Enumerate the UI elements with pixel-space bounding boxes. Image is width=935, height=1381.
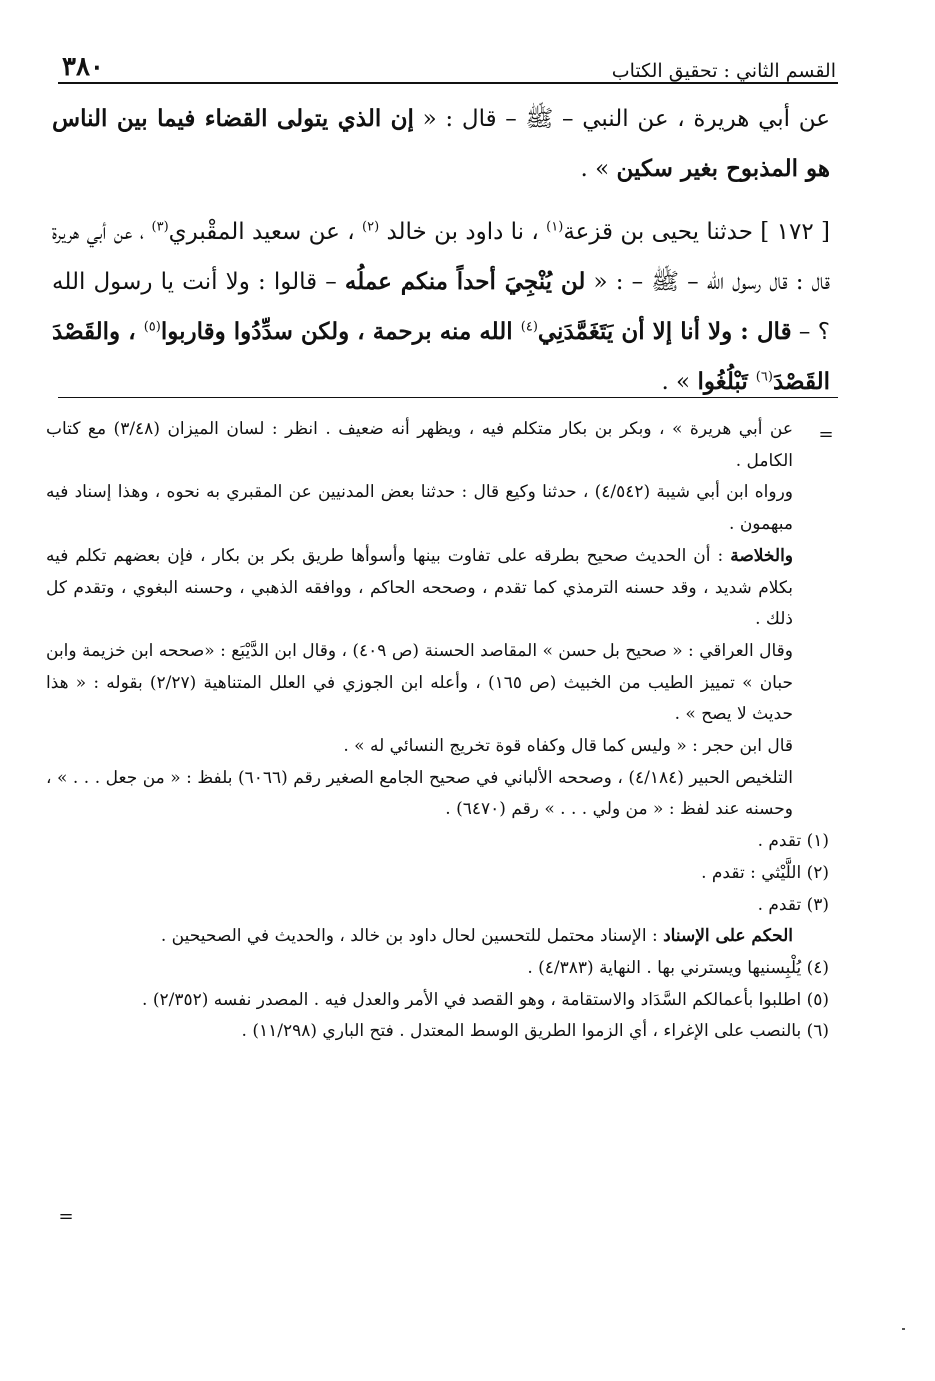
footnote-ref: (٦) — [755, 369, 773, 385]
footnote-line — [46, 890, 829, 922]
bold-text: ، والقَصْدَ القَصْدَ — [52, 318, 830, 395]
footnote-continues-marker: = — [58, 1206, 74, 1227]
footnote-text: (٦) بالنصب على الإغراء ، أي الزموا الطريق الوسط المعتدل . فتح الباري (١١/٢٩٨) . — [241, 1021, 829, 1042]
footnote-ref: (١) — [546, 219, 564, 235]
footnote-text: (٣) تقدم . — [757, 894, 829, 915]
footnote-line — [46, 731, 829, 763]
page-header — [62, 40, 836, 82]
footnote-carry-marker: = — [818, 424, 834, 445]
footnote-text: (٤) يُلْبِسنيها ويسترني بها . النهاية (٤/٣٨٣) . — [527, 957, 829, 978]
text-run: عن أبي هريرة ، عن النبي – ﷺ – قال : « — [413, 106, 830, 132]
text-run: » . — [580, 156, 617, 182]
bold-text: إن الذي يتولى القضاء فيما بين الناس هو المذبوح بغير سكين — [52, 105, 830, 182]
footnote-ref: (٥) — [143, 319, 161, 335]
footnote-ref: (٢) — [362, 219, 380, 235]
footnote-line — [46, 1016, 829, 1048]
bold-text: لن يُنْجِيَ أحداً منكم عملُه — [344, 268, 586, 295]
bold-text: قال : ولا أنا إلا أن يَتَغَمَّدَنِي — [537, 318, 792, 345]
footnote-text: ورواه ابن أبي شيبة (٤/٥٤٢) ، حدثنا وكيع قال : حدثنا بعض المدنيين عن المقبري به نحوه ، وهذا إسناد فيه مبهمون . — [46, 482, 793, 535]
text-run: » . — [661, 369, 698, 395]
hadith-paragraph-172 — [52, 208, 830, 407]
text-run: ، عن سعيد المقْبري — [168, 219, 362, 245]
footnote-bold-text: والخلاصة — [730, 545, 793, 566]
text-run: ، نا داود بن خالد — [379, 219, 547, 245]
footnote-text: قال ابن حجر : « وليس كما قال وكفاه قوة تخريج النسائي له » . — [343, 736, 793, 757]
footnote-ref: (٣) — [151, 219, 169, 235]
footnote-text: : الإسناد محتمل للتحسين لحال داود بن خالد ، والحديث في الصحيحين . — [160, 926, 664, 947]
footnote-line — [46, 477, 829, 540]
footnote-line — [46, 414, 829, 477]
footnote-line — [46, 763, 829, 826]
footnote-line — [46, 921, 829, 953]
footnote-text: (١) تقدم . — [757, 831, 829, 852]
main-text — [52, 94, 830, 407]
footnote-text: : أن الحديث صحيح بطرقه على تفاوت بينها وأسوأها طريق بكر بن بكار ، فإن بعضهم تكلم فيه بكلام شديد ، وقد حسنه الترمذي كما تقدم ، وصححه الحاكم ، ووافقه الذهبي ، وحسنه البغوي ، وتقدم كل ذلك . — [46, 545, 793, 630]
footnote-text: عن أبي هريرة » ، وبكر بن بكار متكلم فيه ، ويظهر أنه ضعيف . انظر : لسان الميزان (٣/٤٨) مع كتاب الكامل . — [46, 419, 793, 471]
header-rule — [58, 82, 838, 84]
footnote-line — [46, 858, 829, 890]
footnote-bold-text: الحكم على الإسناد — [663, 926, 793, 947]
footnote-text: وقال العراقي : « صحيح بل حسن » المقاصد الحسنة (ص ٤٠٩) ، وقال ابن الدَّيْبَع : «صححه ابن خزيمة وابن حبان » تمييز الطيب من الخبيث (ص ١٦٥) ، وأعله ابن الجوزي في العلل المتناهية (٢/٢٧) بقوله : « هذا حديث لا يصح » . — [46, 640, 793, 725]
footnote-line — [46, 985, 829, 1017]
footnote-text: (٥) اطلبوا بأعمالكم السَّدَاد والاستقامة ، وهو القصد في الأمر والعدل فيه . المصدر نفسه (٢/٣٥٢) . — [142, 989, 829, 1010]
footnote-text: التلخيص الحبير (٤/١٨٤) ، وصححه الألباني في صحيح الجامع الصغير رقم (٦٠٦٦) بلفظ : « من جعل . . . » ، وحسنه عند لفظ : « من ولي . . . » رقم (٦٤٧٠) . — [46, 767, 793, 820]
footnote-separator — [58, 397, 838, 398]
page-speck — [902, 1328, 905, 1330]
text-run: [ ١٧٢ ] حدثنا يحيى بن قزعة — [563, 219, 830, 245]
footnote-text: (٢) اللَّيْثي : تقدم . — [701, 862, 829, 883]
footnote-line — [46, 541, 829, 636]
hadith-paragraph-continuation — [52, 94, 830, 194]
footnotes — [46, 414, 829, 1048]
footnote-line — [46, 636, 829, 731]
footnote-line — [46, 953, 829, 985]
footnote-line — [46, 826, 829, 858]
page-number: ٣٨٠ — [62, 52, 104, 82]
footnote-ref: (٤) — [520, 319, 538, 335]
running-title: القسم الثاني : تحقيق الكتاب — [611, 60, 836, 82]
bold-text: تَبْلُغُوا — [697, 368, 756, 395]
bold-text: الله منه برحمة ، ولكن سدِّدُوا وقاربوا — [160, 318, 521, 345]
text-run: ، عن أبي هريرة قال : قال رسول الله – ﷺ – : « — [52, 219, 830, 295]
text-run: – قالوا : ولا أنت يا رسول الله ؟ – — [52, 269, 830, 345]
